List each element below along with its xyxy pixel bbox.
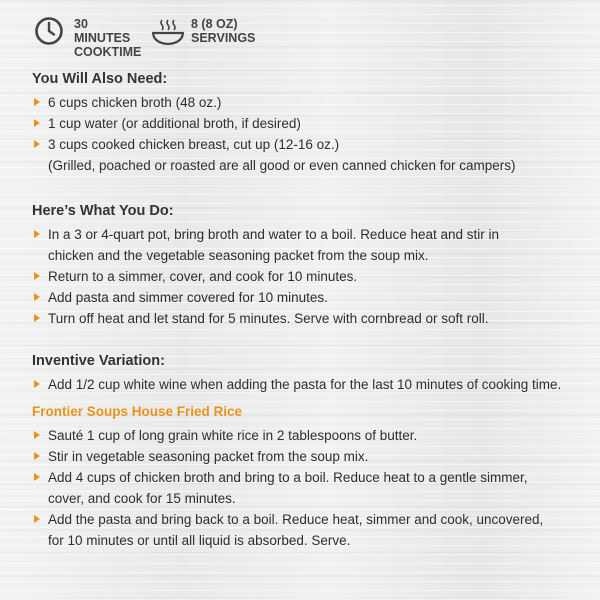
- list-item-text: chicken and the vegetable seasoning packet from the soup mix.: [48, 248, 429, 263]
- bullet-arrow-icon: [34, 452, 40, 460]
- bullet-arrow-icon: [34, 230, 40, 238]
- list-item-text: Return to a simmer, cover, and cook for 10 minutes.: [48, 269, 358, 284]
- servings-text: [191, 17, 255, 45]
- heres-what-you-do-section: [32, 201, 592, 329]
- bullet-arrow-icon: [34, 119, 40, 127]
- soup-bowl-icon: [151, 18, 185, 48]
- list-item-text: 1 cup water (or additional broth, if desired): [48, 116, 301, 131]
- list-item-text: In a 3 or 4-quart pot, bring broth and water to a boil. Reduce heat and stir in: [48, 227, 500, 242]
- cooktime-value: 30 MINUTES: [74, 17, 131, 45]
- list-item-text: 3 cups cooked chicken breast, cut up (12-16 oz.): [48, 137, 340, 152]
- fried-rice-section: [32, 402, 592, 551]
- list-item-text: Add 1/2 cup white wine when adding the pasta for the last 10 minutes of cooking time.: [48, 377, 562, 392]
- list-item-text: Stir in vegetable seasoning packet from the soup mix.: [48, 449, 369, 464]
- list-item: [32, 134, 592, 176]
- bullet-arrow-icon: [34, 314, 40, 322]
- section-heading: Here’s What You Do:: [32, 203, 174, 219]
- list-item: [32, 308, 592, 329]
- bullet-arrow-icon: [34, 380, 40, 388]
- bullet-arrow-icon: [34, 431, 40, 439]
- cooktime-label: COOKTIME: [74, 45, 142, 59]
- list-item-text: Add the pasta and bring back to a boil. Reduce heat, simmer and cook, uncovered,: [48, 512, 544, 527]
- list-item: [32, 266, 592, 287]
- list-item: [32, 446, 592, 467]
- list-item-text: cover, and cook for 15 minutes.: [48, 491, 236, 506]
- bullet-arrow-icon: [34, 140, 40, 148]
- bullet-arrow-icon: [34, 98, 40, 106]
- list-item-text: Sauté 1 cup of long grain white rice in 2 tablespoons of butter.: [48, 428, 418, 443]
- bullet-arrow-icon: [34, 473, 40, 481]
- ingredient-list: [32, 92, 592, 176]
- list-item: [32, 113, 592, 134]
- bullet-arrow-icon: [34, 515, 40, 523]
- servings-value: 8 (8 OZ): [191, 17, 238, 31]
- list-item-text: Add 4 cups of chicken broth and bring to a boil. Reduce heat to a gentle simmer,: [48, 470, 528, 485]
- steps-list: [32, 224, 592, 329]
- fried-rice-list: [32, 425, 592, 551]
- list-item: [32, 374, 592, 395]
- list-item-text: for 10 minutes or until all liquid is absorbed. Serve.: [48, 533, 351, 548]
- section-heading: You Will Also Need:: [32, 71, 168, 87]
- variation-list: [32, 374, 592, 395]
- list-item: [32, 287, 592, 308]
- list-item-note: (Grilled, poached or roasted are all good or even canned chicken for campers): [48, 158, 516, 173]
- list-item: [32, 92, 592, 113]
- list-item-text: Add pasta and simmer covered for 10 minutes.: [48, 290, 328, 305]
- list-item: [32, 224, 592, 266]
- inventive-variation-section: [32, 351, 592, 395]
- servings-label: SERVINGS: [191, 31, 256, 45]
- section-heading: Inventive Variation:: [32, 353, 165, 369]
- bullet-arrow-icon: [34, 272, 40, 280]
- fried-rice-heading: Frontier Soups House Fried Rice: [32, 404, 243, 419]
- cooktime-text: [74, 17, 141, 59]
- clock-icon: [34, 16, 64, 46]
- list-item: [32, 467, 592, 509]
- list-item-text: 6 cups chicken broth (48 oz.): [48, 95, 222, 110]
- list-item-text: Turn off heat and let stand for 5 minutes. Serve with cornbread or soft roll.: [48, 311, 489, 326]
- bullet-arrow-icon: [34, 293, 40, 301]
- list-item: [32, 425, 592, 446]
- list-item: [32, 509, 592, 551]
- you-will-also-need-section: [32, 69, 592, 176]
